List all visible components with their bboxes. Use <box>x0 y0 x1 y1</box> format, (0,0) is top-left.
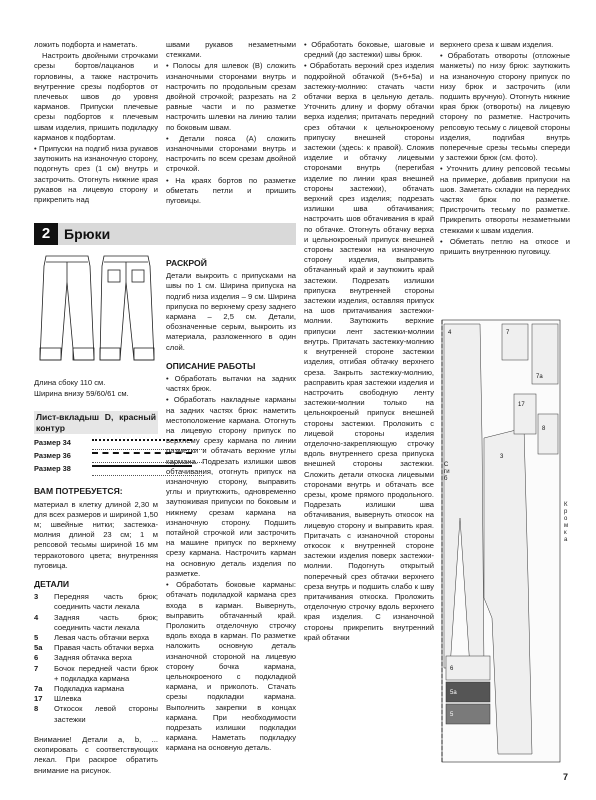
piece-label: 3 <box>500 454 504 460</box>
piece-label: 4 <box>448 330 452 336</box>
paragraph: Настроить двойными строчками срезы бортов/лацканов и горловины, а также настрочить внутренние срезы подбортов от плечевых швов до уровня карманов. Припуски плечевые срезы подбортов к плечевым швам изделия, пришить подкладку карманов к подбортам. <box>34 51 158 142</box>
measure-width: Ширина внизу 59/60/61 см. <box>34 389 129 399</box>
paragraph: • Обработать верхний срез изделия подкройной обтачкой (5+6+5а) и застежку-молнию: стачать части обтачки верха в цельную деталь. Уточнить длину и форму обтачки верха изделия; притачать передний срез обтачки к цельнокроеному припуску внешней стороны застежки (здесь: к правой). Сложив изделие и обтачку лицевыми сторонами внутрь (перегибая изделие по линии края внешней стороны застежки), обтачать верхний срез изделия; подрезать излишки шва обтачивания; настрочить шов обтачивания в край по обтачке. Отогнуть обтачку верха и цельнокроеный припуск внешней стороны застежки на изнаночную сторону изделия, выправить обтачанный край и заутюжить край застежки. Подрезать излишки припуска внутренней стороны застежки изделия, оставляя припуск на шов притачивания застежки-молнии. Заутюжить верхние припуски лент застежки-молнии внутрь. Притачать застежку-молнию к внутренней стороне застежки изделия, отгибая обтачку верхнего среза. Закрыть застежку-молнию, расправить края застежки изделия и настрочить свободную ленту застежки-молнии только на цельнокроеный припуск внешней стороны застежки. Проложить с лицевой стороны изделия отделочно-закрепляющую строчку вдоль внутреннего среза припуска внешней стороны застежки. Сложить детали откоска лицевыми сторонами внутрь и обтачать все срезы, кроме прямого продольного. Подрезать излишки шва обтачивания, вывернуть откосок на лицевую сторону и выправить края. Притачать с изнаночной стороны откосок к внутренней стороне застежки изделия поверх застежки-молнии. Подогнуть открытый поперечный срез обтачки верхнего среза внутрь и подшить слабо к шву притачивания откоска. Проложить отделочную строчку вдоль верхнего края изделия. С изнаночной стороны прикрепить внутренний край обтачки <box>304 61 434 642</box>
piece-label: 6 <box>450 666 454 672</box>
paragraph: • Обработать отвороты (отложные манжеты) по низу брюк: заутюжить на изнаночную сторону припуск по низу брюк и застрочить (или подшить вручную). Отогнуть нижние края брюк (отвороты) на лицевую сторону по разметке. Настрочить репсовую тесьму с лицевой стороны изделия, подгибая внутрь поперечные срезы тесьмы спереди у застежки брюк (см. фото). <box>440 51 570 163</box>
paragraph: • Обработать накладные карманы на задних частях брюк: наметить местоположение кармана. Отогнуть на лицевую сторону припуск по верхнему срезу кармана по линии разметки и обтачать верхние углы кармана. Подрезать излишки швов обтачивания, отогнуть припуск на изнаночную сторону, выправить углы и приутюжить, одновременно заутюживая припуски по боковым и нижнему срезам кармана на изнаночную сторону. Подшить потайной строчкой или застрочить на машине припуск по верхнему срезу кармана. Настрочить карман на основную деталь изделия по разметке. <box>166 395 296 578</box>
paragraph: • Уточнить длину репсовой тесьмы на примерке, добавив припуски на шов. Заметать складки на передних частях брюк по разметке. Пристрочить тесьму по разметке. Прикрепить отвороты незаметными стежками к швам изделия. <box>440 164 570 235</box>
cutting-layout-diagram <box>440 318 574 766</box>
paragraph: • Обработать боковые карманы: обтачать подкладкой кармана срез входа в карман. Вывернуть, выправить обтачанный край. Проложить отделочную строчку вдоль входа в карман. По разметке наложить основную деталь изнаночной стороной на лицевую сторону бочка кармана, цельнокроеного с подкладкой кармана, и приколоть. Стачать срезы подкладки кармана. Выполнить закрепки в концах кармана. При необходимости подрезать излишки подкладки кармана. Наметать подкладку кармана на основную деталь. <box>166 580 296 753</box>
materials-text: материал в клетку длиной 2,30 м для всех размеров и шириной 1,50 м; швейные нитки; застежка-молния длиной 23 см; 1 м репсовой тесьмы шириной 16 мм терракотового цвета; внутренняя пуговица. <box>34 499 158 570</box>
list-item: 7 Бочок передней части брюк + подкладка кармана <box>34 663 158 683</box>
paragraph: • Обработать боковые, шаговые и средний (до застежки) швы брюк. <box>304 40 434 60</box>
page-number: 7 <box>562 772 568 782</box>
size-label: Размер 36 <box>34 451 71 461</box>
list-item: 4 Задняя часть брюк; соединить части лекала <box>34 612 158 632</box>
paragraph: ложить подборта и наметать. <box>34 40 138 49</box>
work-description-heading: ОПИСАНИЕ РАБОТЫ <box>166 360 256 371</box>
section-number: 2 <box>34 223 58 245</box>
column-1-top <box>34 40 158 206</box>
list-item: 5а Правая часть обтачки верха <box>34 643 154 653</box>
piece-17-shape <box>514 394 536 434</box>
list-item: 8 Откосок левой стороны застежки <box>34 704 158 724</box>
column-2-lower <box>166 258 296 755</box>
selvedge-label: Кромка <box>564 502 569 543</box>
measure-length: Длина сбоку 110 см. <box>34 378 106 387</box>
materials-heading: ВАМ ПОТРЕБУЕТСЯ: <box>34 486 123 497</box>
size-label: Размер 38 <box>34 464 71 474</box>
size-label: Размер 34 <box>34 438 71 448</box>
list-item: 6 Задняя обтачка верха <box>34 653 132 663</box>
list-item: 17 Шлевка <box>34 694 82 704</box>
details-heading: ДЕТАЛИ <box>34 579 70 590</box>
list-item: 3 Передняя часть брюк; соединить части лекала <box>34 592 158 612</box>
paragraph: • Полосы для шлевок (В) сложить изнаночными сторонами внутрь и настрочить по продольным срезам двойной строчкой; разрезать на 2 равные части и по разметке настрочить шлевки на линию талии по боковым швам. <box>166 61 296 132</box>
cutting-heading: РАСКРОЙ <box>166 258 207 268</box>
column-1-lower <box>34 378 158 777</box>
details-list <box>34 592 158 725</box>
piece-label: 8 <box>542 426 546 432</box>
paragraph: • Обработать вытачки на задних частях брюк. <box>166 374 296 394</box>
piece-label: 5а <box>450 690 457 696</box>
piece-8-shape <box>538 414 558 454</box>
attention-note: Внимание! Детали а, b, ... скопировать с соответствующих лекал. При раскрое обратить внимание на рисунок. <box>34 734 158 775</box>
cutting-text: Детали выкроить с припусками на швы по 1 см. Ширина припуска на подгиб низа изделия – 9 см. Ширина припуска по верхнему срезу заднего кармана – 2,5 см. Детали, обозначенные серым, выкроить из материала, разложенного в один слой. <box>166 271 296 352</box>
paragraph: • Припуски на подгиб низа рукавов заутюжить на изнаночную сторону, подогнуть срез (1 см) внутрь и застрочить. Отогнуть нижние края рукавов на лицевую сторону и прикрепить над <box>34 144 158 205</box>
piece-label: 17 <box>518 402 525 408</box>
piece-label: 7а <box>536 374 543 380</box>
fold-label: Сгиб <box>444 462 450 482</box>
list-item: 5 Левая часть обтачки верха <box>34 633 150 643</box>
paragraph: • Детали пояса (А) сложить изнаночными сторонами внутрь и настрочить по всем срезам двойной строчкой. <box>166 133 296 174</box>
column-2-top <box>166 40 296 207</box>
list-item: 7а Подкладка кармана <box>34 684 125 694</box>
paragraph: • Обметать петлю на откосе и пришить внутреннюю пуговицу. <box>440 236 570 257</box>
piece-label: 7 <box>506 330 510 336</box>
paragraph: верхнего среза к швам изделия. <box>440 40 554 49</box>
paragraph: • На краях бортов по разметке обметать петли и пришить пуговицы. <box>166 175 296 206</box>
paragraph: швами рукавов незаметными стежками. <box>166 40 296 60</box>
trousers-technical-drawing <box>34 252 160 368</box>
piece-label: 5 <box>450 712 454 718</box>
column-4 <box>440 40 570 258</box>
column-3 <box>304 40 434 644</box>
pattern-sheet-heading: Лист-вкладыш D, красный контур <box>36 412 156 433</box>
section-title: Брюки <box>64 226 111 242</box>
